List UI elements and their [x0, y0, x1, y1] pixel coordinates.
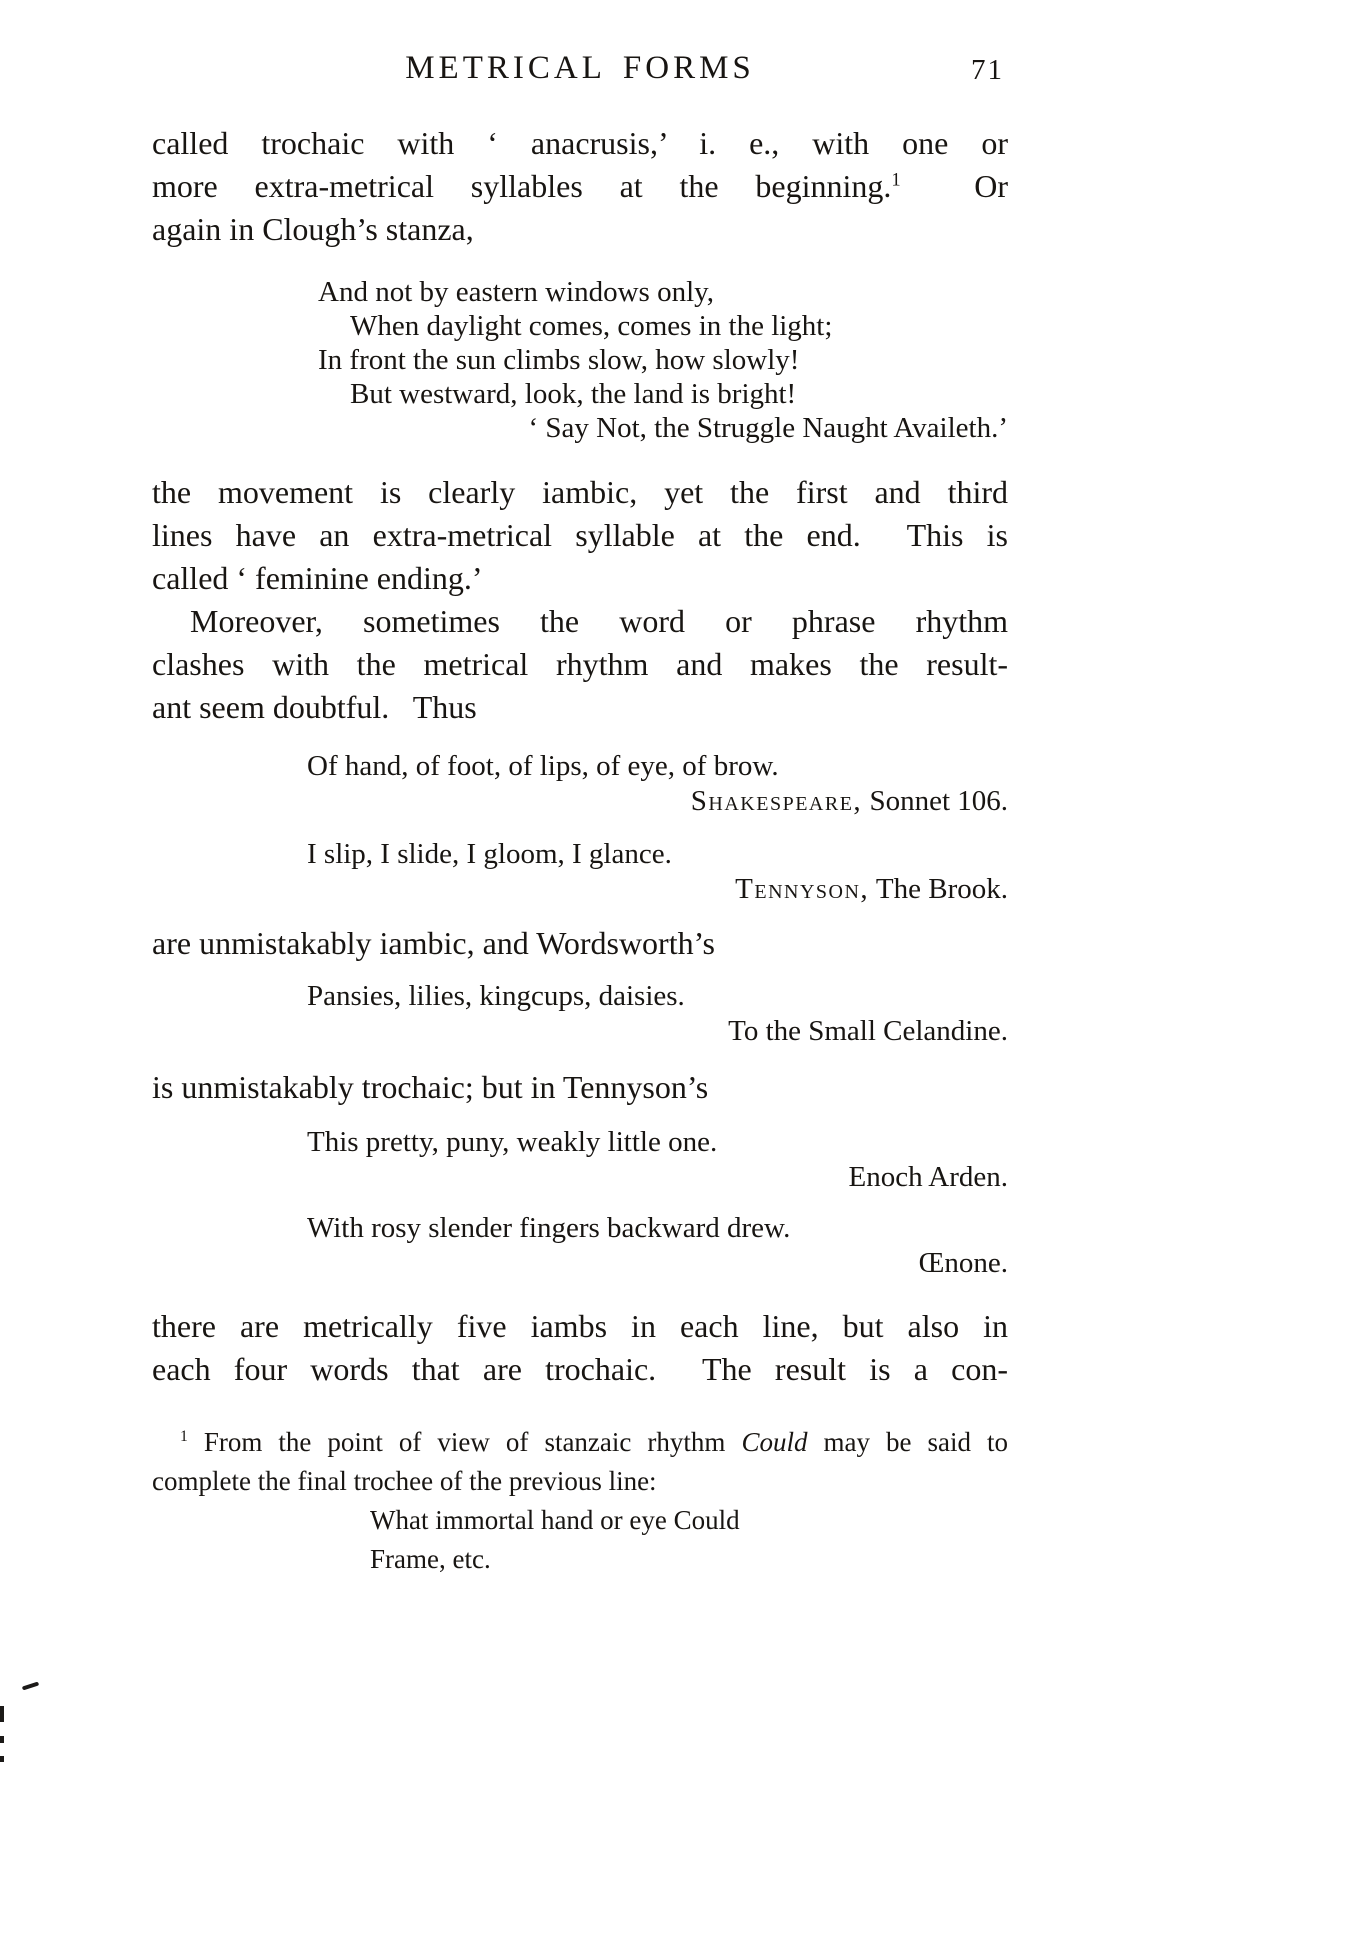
- quote-line: I slip, I slide, I gloom, I glance.: [307, 838, 672, 870]
- scan-artifact: [22, 1681, 39, 1690]
- footnote-reference: 1: [891, 169, 901, 191]
- text-line: the movement is clearly iambic, yet the first and third: [152, 474, 1008, 510]
- quote-attribution: Enoch Arden.: [848, 1161, 1008, 1193]
- text-line: there are metrically five iambs in each line, but also in: [152, 1308, 1008, 1344]
- quote-attribution: Œnone.: [918, 1247, 1008, 1279]
- verse-line: When daylight comes, comes in the light;: [350, 310, 833, 342]
- text-line: called trochaic with ‘ anacrusis,’ i. e., with one or: [152, 125, 1008, 161]
- text-segment: From the point of view of stanzaic rhythm: [187, 1427, 742, 1457]
- page-number: 71: [971, 54, 1004, 86]
- quote-enoch-arden: [152, 1125, 1008, 1195]
- text-line: [152, 165, 1008, 208]
- quote-line: Pansies, lilies, kingcups, daisies.: [307, 980, 685, 1012]
- quote-line: This pretty, puny, weakly little one.: [307, 1126, 718, 1158]
- text-segment: may be said to: [807, 1427, 1009, 1457]
- verse-attribution: ‘ Say Not, the Struggle Naught Availeth.’: [528, 412, 1008, 444]
- text-segment: more extra-metrical syllables at the beginning.: [152, 168, 892, 204]
- text-line: each four words that are trochaic. The result is a con-: [152, 1351, 1008, 1387]
- footnote-verse-line: What immortal hand or eye Could: [370, 1505, 740, 1535]
- scan-artifact: [0, 1756, 4, 1762]
- paragraph-trochaic: is unmistakably trochaic; but in Tennyson’s: [152, 1069, 709, 1105]
- page-text-block: [152, 50, 1008, 1579]
- text-line: again in Clough’s stanza,: [152, 211, 474, 247]
- quote-oenone: [152, 1211, 1008, 1281]
- quote-wordsworth: [152, 979, 1008, 1049]
- quote-shakespeare: [152, 749, 1008, 819]
- text-line: clashes with the metrical rhythm and makes the result-: [152, 646, 1008, 682]
- footnote-line: complete the final trochee of the previous line:: [152, 1466, 657, 1496]
- text-segment: Or: [900, 168, 1009, 204]
- italic-word: Could: [741, 1427, 808, 1457]
- quote-attribution: [152, 784, 1008, 819]
- quote-line: With rosy slender fingers backward drew.: [307, 1212, 791, 1244]
- text-line: Moreover, sometimes the word or phrase rhythm: [190, 603, 1008, 639]
- text-line: ant seem doubtful. Thus: [152, 689, 477, 725]
- clough-stanza: [152, 275, 1008, 445]
- scan-artifact: [0, 1736, 4, 1743]
- quote-attribution: To the Small Celandine.: [728, 1015, 1008, 1047]
- verse-line: And not by eastern windows only,: [318, 276, 715, 308]
- author-name: Tennyson,: [735, 873, 870, 905]
- quote-attribution: [152, 872, 1008, 907]
- work-title: The Brook.: [869, 873, 1008, 905]
- verse-line: In front the sun climbs slow, how slowly!: [318, 344, 800, 376]
- paragraph-iambic: are unmistakably iambic, and Wordsworth’s: [152, 925, 715, 961]
- scan-artifact: [0, 1706, 4, 1722]
- paragraph-anacrusis: [152, 122, 1008, 251]
- footnote: [152, 1423, 1008, 1579]
- footnote-verse-line: Frame, etc.: [370, 1544, 491, 1574]
- text-line: called ‘ feminine ending.’: [152, 560, 483, 596]
- quote-line: Of hand, of foot, of lips, of eye, of brow.: [307, 750, 779, 782]
- author-name: Shakespeare,: [690, 785, 863, 817]
- quote-tennyson-brook: [152, 837, 1008, 907]
- paragraph-feminine-ending: [152, 471, 1008, 600]
- running-head: [152, 50, 1008, 98]
- running-head-title: METRICAL FORMS: [405, 50, 755, 86]
- verse-line: But westward, look, the land is bright!: [350, 378, 797, 410]
- footnote-marker: 1: [180, 1428, 188, 1445]
- paragraph-conclusion: [152, 1305, 1008, 1391]
- footnote-line: [152, 1423, 1008, 1462]
- work-title: Sonnet 106.: [862, 785, 1008, 817]
- paragraph-moreover: [152, 600, 1008, 729]
- text-line: lines have an extra-metrical syllable at the end. This is: [152, 517, 1008, 553]
